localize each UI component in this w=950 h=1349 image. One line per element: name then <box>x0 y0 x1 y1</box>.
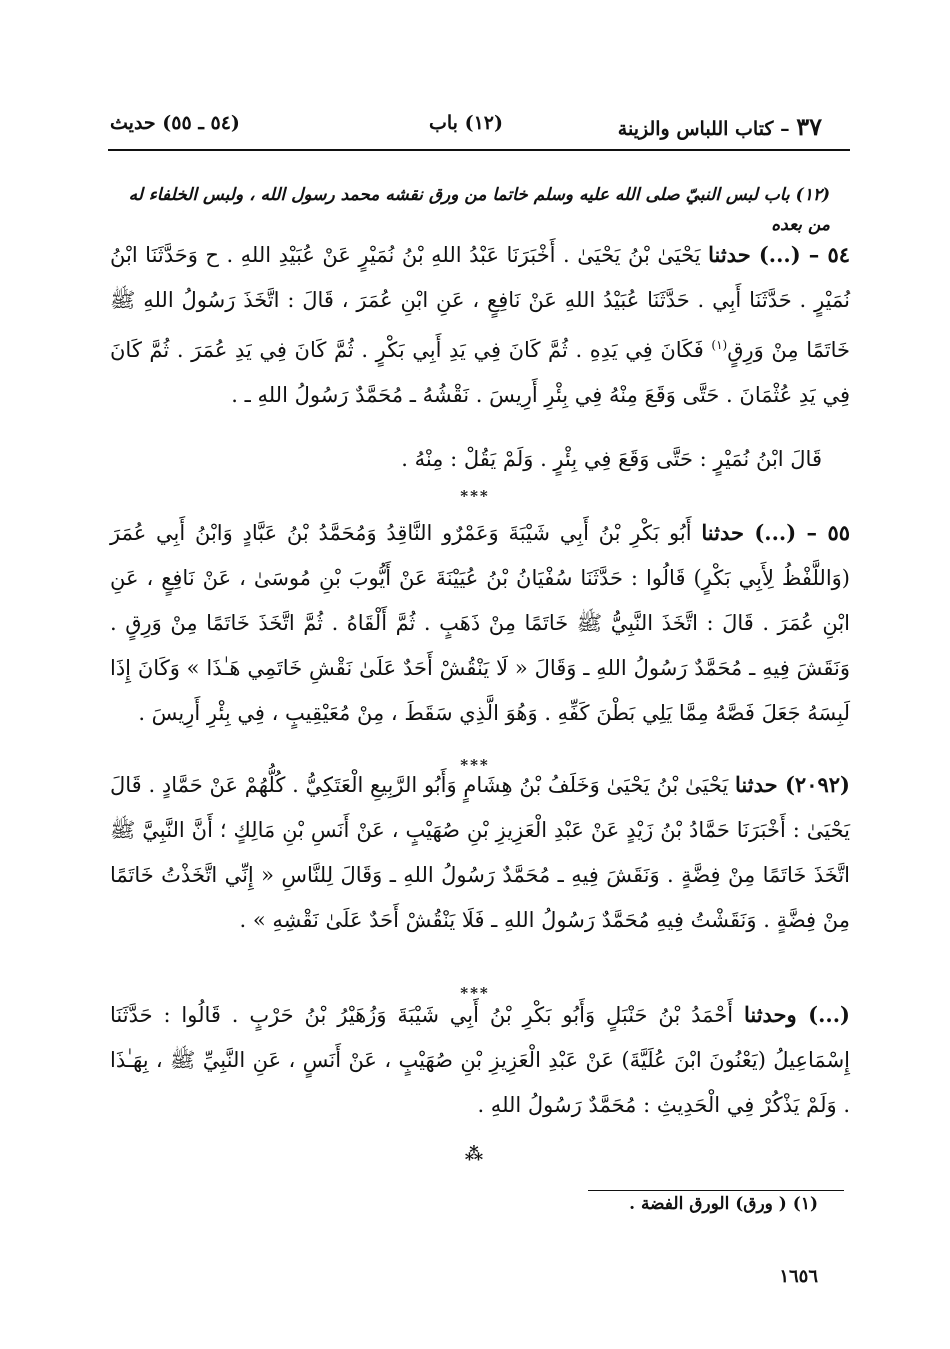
hadith-54 <box>110 232 850 418</box>
footnote-rule <box>588 1190 844 1191</box>
running-head-book <box>618 112 822 141</box>
separator-stars: *** <box>460 756 490 774</box>
page-number: ١٦٥٦ <box>779 1266 818 1287</box>
hadith-54-note: قَالَ ابْنُ نُمَيْرٍ : حَتَّى وَقَعَ فِي بِئْرٍ . وَلَمْ يَقُلْ : مِنْهُ . <box>401 447 822 471</box>
separator-stars: *** <box>460 487 490 505</box>
hadith-55-lead: ٥٥ – (...) حدثنا <box>701 520 850 545</box>
footnote-marker: (١) <box>711 338 728 352</box>
hadith-variant-lead: (...) وحدثنا <box>743 1002 850 1027</box>
separator-stars: *** <box>460 984 490 1002</box>
running-head <box>110 112 822 144</box>
chapter-title: (١٢) باب لبس النبيّ صلى الله عليه وسلم خاتما من ورق نقشه محمد رسول الله ، ولبس الخلفاء له من بعده <box>128 185 830 235</box>
end-mark: ⁂ <box>464 1144 486 1165</box>
running-head-chapter: (١٢) باب <box>429 112 503 134</box>
hadith-54-lead: ٥٤ – (...) حدثنا <box>708 242 850 267</box>
running-head-hadith-range: (٥٤ ـ ٥٥) حديث <box>110 112 240 134</box>
hadith-variant-text: أَحْمَدُ بْنُ حَنْبَلٍ وَأَبُو بَكْرِ بْنُ أَبِي شَيْبَةَ وَزُهَيْرُ بْنُ حَرْبٍ . قَالُوا : حَدَّثَنَا إِسْمَاعِيلُ (يَعْنُونَ ابْنَ عُلَيَّةَ) عَنْ عَبْدِ الْعَزِيزِ بْنِ صُهَيْبٍ ، عَنْ أَنَسٍ ، عَنِ النَّبِيِّ ﷺ ، بِهَـٰذَا . وَلَمْ يَذْكُرْ فِي الْحَدِيثِ : مُحَمَّدٌ رَسُولُ اللهِ . <box>110 1003 850 1117</box>
hadith-55 <box>110 510 850 736</box>
hadith-2092 <box>110 762 850 943</box>
hadith-2092-text: يَحْيَىٰ بْنُ يَحْيَىٰ وَخَلَفُ بْنُ هِشَامٍ وَأَبُو الرَّبِيعِ الْعَتَكِيُّ . كُلُّهُمْ عَنْ حَمَّادٍ . قَالَ يَحْيَىٰ : أَخْبَرَنَا حَمَّادُ بْنُ زَيْدٍ عَنْ عَبْدِ الْعَزِيزِ بْنِ صُهَيْبٍ ، عَنْ أَنَسِ بْنِ مَالِكٍ ؛ أَنَّ النَّبِيَّ ﷺ اتَّخَذَ خَاتَمًا مِنْ فِضَّةٍ . وَنَقَشَ فِيهِ ـ مُحَمَّدٌ رَسُولُ اللهِ ـ وَقَالَ لِلنَّاسِ « إِنِّي اتَّخَذْتُ خَاتَمًا مِنْ فِضَّةٍ . وَنَقَشْتُ فِيهِ مُحَمَّدٌ رَسُولُ اللهِ ـ فَلَا يَنْقُشْ أَحَدٌ عَلَىٰ نَقْشِهِ » . <box>110 773 850 932</box>
hadith-2092-lead: (٢٠٩٢) حدثنا <box>735 772 850 797</box>
header-rule <box>108 149 850 151</box>
footnote: (١) ( ورق) الورق الفضة . <box>629 1194 818 1214</box>
hadith-2092-variant <box>110 992 850 1128</box>
hadith-54-text-cont: فَكَانَ فِي يَدِهِ . ثُمَّ كَانَ فِي يَدِ أَبِي بَكْرٍ . ثُمَّ كَانَ فِي يَدِ عُمَرَ . ثُمَّ كَانَ فِي يَدِ عُثْمَانَ . حَتَّى وَقَعَ مِنْهُ فِي بِئْرِ أَرِيسَ . نَقْشُهُ ـ مُحَمَّدٌ رَسُولُ اللهِ ـ . <box>110 338 850 407</box>
section-number: ٣٧ <box>796 112 822 141</box>
hadith-55-text: أَبُو بَكْرِ بْنُ أَبِي شَيْبَةَ وَعَمْرٌو النَّاقِدُ وَمُحَمَّدُ بْنُ عَبَّادٍ وَابْنُ أَبِي عُمَرَ (وَاللَّفْظُ لِأَبِي بَكْرٍ) قَالُوا : حَدَّثَنَا سُفْيَانُ بْنُ عُيَيْنَةَ عَنْ أَيُّوبَ بْنِ مُوسَىٰ ، عَنْ نَافِعٍ ، عَنِ ابْنِ عُمَرَ . قَالَ : اتَّخَذَ النَّبِيُّ ﷺ خَاتَمًا مِنْ ذَهَبٍ . ثُمَّ أَلْقَاهُ . ثُمَّ اتَّخَذَ خَاتَمًا مِنْ وَرِقٍ . وَنَقَشَ فِيهِ ـ مُحَمَّدٌ رَسُولُ اللهِ ـ وَقَالَ « لَا يَنْقُشْ أَحَدٌ عَلَىٰ نَقْشِ خَاتَمِي هَـٰذَا » وَكَانَ إِذَا لَبِسَهُ جَعَلَ فَصَّهُ مِمَّا يَلِي بَطْنَ كَفِّهِ . وَهُوَ الَّذِي سَقَطَ ، مِنْ مُعَيْقِيبٍ ، فِي بِئْرِ أَرِيسَ . <box>110 521 850 725</box>
hadith-54-text: يَحْيَىٰ بْنُ يَحْيَىٰ . أَخْبَرَنَا عَبْدُ اللهِ بْنُ نُمَيْرٍ عَنْ عُبَيْدِ اللهِ . ح وَحَدَّثَنَا ابْنُ نُمَيْرٍ . حَدَّثَنَا أَبِي . حَدَّثَنَا عُبَيْدُ اللهِ عَنْ نَافِعٍ ، عَنِ ابْنِ عُمَرَ ، قَالَ : اتَّخَذَ رَسُولُ اللهِ ﷺ خَاتَمًا مِنْ وَرِقٍ <box>110 243 850 362</box>
book-title: – كتاب اللباس والزينة <box>617 118 790 140</box>
